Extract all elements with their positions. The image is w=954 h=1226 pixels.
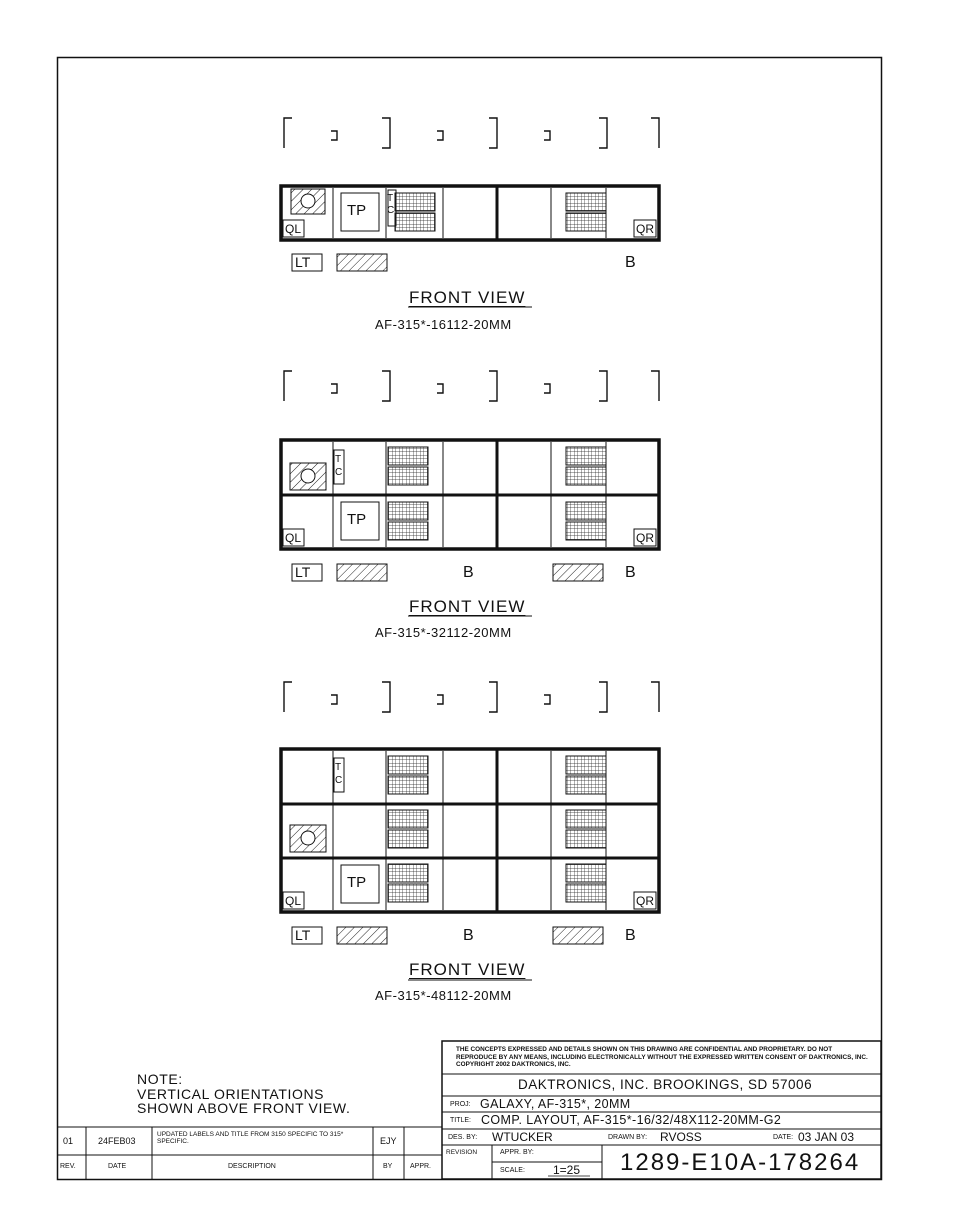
lt-label: LT bbox=[295, 927, 311, 943]
designed-by: WTUCKER bbox=[492, 1130, 553, 1144]
drawing-title: COMP. LAYOUT, AF-315*-16/32/48X112-20MM-G2 bbox=[481, 1113, 782, 1127]
qr-label: QR bbox=[636, 894, 654, 908]
led-module-icon bbox=[566, 193, 606, 211]
view-title: FRONT VIEW bbox=[409, 960, 526, 979]
note-heading: NOTE: bbox=[137, 1071, 183, 1087]
drawn-by: RVOSS bbox=[660, 1130, 702, 1144]
lt-label: LT bbox=[295, 254, 311, 270]
cabinet-view-1 bbox=[281, 186, 659, 240]
sheet-border bbox=[58, 58, 882, 1180]
proj-label: PROJ: bbox=[450, 1101, 471, 1108]
by-header: BY bbox=[383, 1163, 393, 1170]
qr-label: QR bbox=[636, 531, 654, 545]
ql-label: QL bbox=[285, 531, 302, 545]
model-number: AF-315*-48112-20MM bbox=[375, 988, 512, 1003]
drawn-label: DRAWN BY: bbox=[608, 1134, 648, 1141]
view-title: FRONT VIEW bbox=[409, 288, 526, 307]
qr-label: QR bbox=[636, 222, 654, 236]
appr-label: APPR. BY: bbox=[500, 1149, 534, 1156]
hatched-component-icon bbox=[337, 254, 387, 271]
b-label: B bbox=[625, 254, 636, 271]
rev-number: 01 bbox=[63, 1136, 74, 1146]
model-number: AF-315*-32112-20MM bbox=[375, 625, 512, 640]
tc-label: T C bbox=[335, 762, 343, 786]
tp-label: TP bbox=[347, 202, 367, 219]
project-name: GALAXY, AF-315*, 20MM bbox=[480, 1097, 631, 1111]
scale-value: 1=25 bbox=[553, 1163, 581, 1177]
led-module-icon bbox=[566, 213, 606, 231]
tp-label: TP bbox=[347, 874, 367, 891]
orientation-brackets bbox=[284, 371, 659, 401]
drawing-number: 1289-E10A-178264 bbox=[620, 1149, 861, 1176]
des-label: DES. BY: bbox=[448, 1134, 478, 1141]
proprietary-notice: THE CONCEPTS EXPRESSED AND DETAILS SHOWN ON THIS DRAWING ARE CONFIDENTIAL AND PROPRIETARY. DO NOT REPRODUCE BY ANY MEANS, INCLUDING ELECTRONICALLY WITHOUT THE EXPRESSED WRITTEN CONSENT OF DAKTRONICS, INC. COPYRIGHT 2002 DAKTRONICS, INC. bbox=[456, 1046, 868, 1069]
tc-label: T C bbox=[387, 193, 395, 216]
ql-label: QL bbox=[285, 222, 302, 236]
led-module-icon bbox=[395, 193, 435, 211]
note-line: SHOWN ABOVE FRONT VIEW. bbox=[137, 1100, 351, 1116]
drawing-date: 03 JAN 03 bbox=[798, 1130, 855, 1144]
lt-label: LT bbox=[295, 564, 311, 580]
led-module-icon bbox=[395, 213, 435, 231]
rev-by: EJY bbox=[380, 1136, 397, 1146]
description-header: DESCRIPTION bbox=[228, 1163, 276, 1170]
scale-label: SCALE: bbox=[500, 1167, 525, 1174]
rev-description: UPDATED LABELS AND TITLE FROM 3150 SPECIFIC TO 315* SPECIFIC. bbox=[157, 1131, 344, 1146]
b-label: B bbox=[625, 564, 636, 581]
orientation-brackets bbox=[284, 118, 659, 148]
b-label: B bbox=[463, 927, 474, 944]
title-label: TITLE: bbox=[450, 1117, 472, 1124]
date-label: DATE: bbox=[773, 1134, 794, 1141]
tp-label: TP bbox=[347, 511, 367, 528]
rev-date: 24FEB03 bbox=[98, 1136, 136, 1146]
orientation-brackets bbox=[284, 682, 659, 712]
company-name: DAKTRONICS, INC. BROOKINGS, SD 57006 bbox=[518, 1077, 813, 1092]
b-label: B bbox=[463, 564, 474, 581]
ql-label: QL bbox=[285, 894, 302, 908]
date-header: DATE bbox=[108, 1163, 127, 1170]
view-title: FRONT VIEW bbox=[409, 597, 526, 616]
note-line: VERTICAL ORIENTATIONS bbox=[137, 1086, 325, 1102]
appr-header: APPR. bbox=[410, 1163, 432, 1170]
tc-label: T C bbox=[335, 454, 343, 478]
b-label: B bbox=[625, 927, 636, 944]
rev-header: REV. bbox=[60, 1163, 76, 1170]
revision-label: REVISION bbox=[446, 1149, 478, 1156]
model-number: AF-315*-16112-20MM bbox=[375, 317, 512, 332]
